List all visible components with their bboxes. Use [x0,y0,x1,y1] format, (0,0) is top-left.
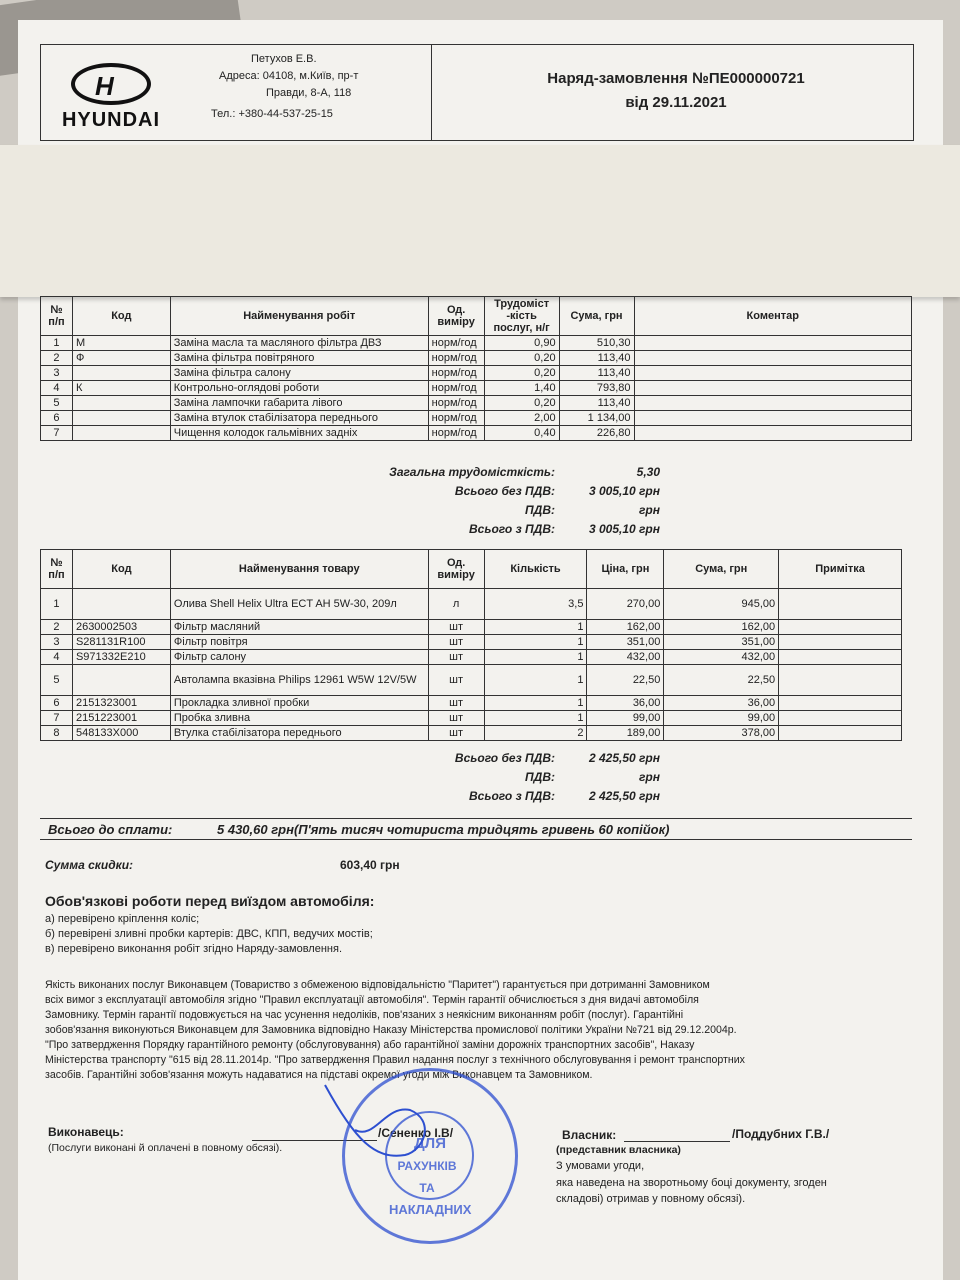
goods-header-row [41,550,902,589]
works-header-row [41,297,912,336]
table-cell [779,711,902,726]
table-cell [634,411,912,426]
goods-column-header: Сума, грн [664,550,779,589]
table-cell: шт [428,711,484,726]
table-cell: 0,90 [484,336,559,351]
works-column-header: Од. виміру [428,297,484,336]
table-cell [779,620,902,635]
table-cell: Ф [72,351,170,366]
table-cell: норм/год [428,411,484,426]
table-row [41,635,902,650]
table-cell: 1 [484,696,587,711]
works-summary [330,463,670,539]
table-cell [634,366,912,381]
table-cell: 99,00 [664,711,779,726]
table-cell: Чищення колодок гальмівних задніх [170,426,428,441]
works-body [41,336,912,441]
table-row [41,411,912,426]
table-cell: 548133X000 [72,726,170,741]
goods-vat-label: ПДВ: [525,770,555,784]
goods-no-vat-label: Всього без ПДВ: [454,751,555,765]
table-cell: 162,00 [587,620,664,635]
hyundai-logo [51,63,171,132]
works-column-header: Коментар [634,297,912,336]
table-cell: 0,40 [484,426,559,441]
table-cell: S971332E210 [72,650,170,665]
table-cell [634,381,912,396]
works-column-header: Код [72,297,170,336]
goods-column-header: Код [72,550,170,589]
table-cell: Фільтр салону [170,650,428,665]
table-cell: 0,20 [484,366,559,381]
table-cell: 226,80 [559,426,634,441]
table-row [41,381,912,396]
warranty-line: Міністерства транспорту "615 від 28.11.2014р. "Про затвердження Правил надання послуг з технічного обслуговування і ремонт транспортних [45,1054,745,1066]
table-cell: норм/год [428,336,484,351]
header-divider [431,45,432,140]
table-cell [634,351,912,366]
hyundai-emblem-icon: H [71,63,151,105]
table-cell: 1 [484,665,587,696]
table-cell: 113,40 [559,396,634,411]
table-row [41,426,912,441]
works-table [40,296,912,441]
table-cell: 2 [484,726,587,741]
document-date: від 29.11.2021 [625,94,727,111]
works-column-header: Найменування робіт [170,297,428,336]
table-cell: 36,00 [587,696,664,711]
table-row [41,396,912,411]
executor-name: /Сененко І.В/ [378,1126,454,1140]
table-cell: 945,00 [664,589,779,620]
table-cell: шт [428,726,484,741]
goods-column-header: Од. виміру [428,550,484,589]
check-item: в) перевірено виконання робіт згідно Наряду-замовлення. [45,943,343,955]
table-cell: 1 134,00 [559,411,634,426]
table-cell [779,665,902,696]
table-cell: шт [428,650,484,665]
table-cell: Заміна втулок стабілізатора переднього [170,411,428,426]
table-row [41,726,902,741]
warranty-line: Замовнику. Термін гарантії подовжується на час усунення недоліків, пов'язаних з неякісним виконанням робіт (послуг). Гарантійні [45,1009,684,1021]
table-cell: шт [428,635,484,650]
table-row [41,336,912,351]
table-cell: 3 [41,366,73,381]
table-cell [779,635,902,650]
owner-label: Власник: [562,1128,617,1142]
table-cell: Фільтр повітря [170,635,428,650]
stamp-text-line: НАКЛАДНИХ [389,1202,472,1217]
table-cell: 2151223001 [72,711,170,726]
table-row [41,366,912,381]
paper-fold-overlay [0,145,960,297]
table-cell [634,336,912,351]
table-cell: 7 [41,711,73,726]
table-cell: 189,00 [587,726,664,741]
table-cell: норм/год [428,351,484,366]
discount-label: Сумма скидки: [45,858,134,872]
org-address-1: Адреса: 04108, м.Київ, пр-т [219,70,359,82]
goods-body [41,589,902,741]
table-cell: норм/год [428,396,484,411]
table-cell: 2151323001 [72,696,170,711]
org-address-2: Правди, 8-А, 118 [266,87,352,99]
goods-table [40,549,902,741]
table-cell: Контрольно-оглядові роботи [170,381,428,396]
table-cell: 351,00 [664,635,779,650]
table-row [41,711,902,726]
table-cell [72,366,170,381]
table-cell: 1 [484,635,587,650]
total-labour-value: 5,30 [636,465,660,479]
table-cell: 22,50 [587,665,664,696]
table-cell: 7 [41,426,73,441]
warranty-line: "Про затвердження Порядку гарантійного ремонту (обслуговування) або гарантійної заміни дорожніх транспортних засобів", Наказу [45,1039,695,1051]
goods-column-header: Кількість [484,550,587,589]
works-no-vat-label: Всього без ПДВ: [454,484,555,498]
table-cell: 2 [41,620,73,635]
table-cell [72,426,170,441]
table-cell [72,589,170,620]
owner-note-1: З умовами угоди, [556,1160,645,1172]
table-cell: Пробка зливна [170,711,428,726]
table-cell: К [72,381,170,396]
table-cell: 0,20 [484,351,559,366]
goods-column-header: № п/п [41,550,73,589]
table-cell: Прокладка зливної пробки [170,696,428,711]
table-cell: М [72,336,170,351]
table-cell: 510,30 [559,336,634,351]
table-cell: S281131R100 [72,635,170,650]
table-cell: шт [428,620,484,635]
checks-title: Обов'язкові роботи перед виїздом автомобіля: [45,893,375,909]
discount-row [45,858,400,872]
warranty-line: засобів. Гарантійні зобов'язання можуть надаватися на підставі окремої угоди між Виконавцем та Замовником. [45,1069,593,1081]
works-no-vat-value: 3 005,10 грн [588,484,660,498]
goods-column-header: Ціна, грн [587,550,664,589]
table-cell [634,396,912,411]
table-cell [779,726,902,741]
table-cell: 432,00 [587,650,664,665]
warranty-line: Якість виконаних послуг Виконавцем (Товариство з обмеженою відповідальністю "Паритет") гарантується при дотриманні Замовником [45,979,710,991]
table-cell: 6 [41,411,73,426]
table-cell: Заміна фільтра повітряного [170,351,428,366]
table-cell: 4 [41,650,73,665]
table-cell: 793,80 [559,381,634,396]
executor-note: (Послуги виконані й оплачені в повному обсязі). [48,1142,283,1154]
table-cell: 162,00 [664,620,779,635]
table-cell: Заміна фільтра салону [170,366,428,381]
table-cell: 378,00 [664,726,779,741]
table-cell: 4 [41,381,73,396]
works-with-vat-label: Всього з ПДВ: [469,522,555,536]
goods-vat-value: грн [639,770,660,784]
table-cell: 5 [41,396,73,411]
table-cell: норм/год [428,366,484,381]
table-cell: Заміна масла та масляного фільтра ДВЗ [170,336,428,351]
table-cell: л [428,589,484,620]
table-cell: шт [428,665,484,696]
works-column-header: Сума, грн [559,297,634,336]
table-row [41,650,902,665]
owner-name: /Поддубних Г.В./ [732,1127,830,1141]
table-cell [72,411,170,426]
signature-stroke [325,1085,425,1156]
works-vat-value: грн [639,503,660,517]
table-cell: 1 [484,620,587,635]
table-cell: 2630002503 [72,620,170,635]
table-row [41,589,902,620]
owner-signature-line [624,1141,730,1142]
organization-info [191,51,411,123]
table-cell: 3,5 [484,589,587,620]
works-with-vat-value: 3 005,10 грн [588,522,660,536]
works-column-header: № п/п [41,297,73,336]
table-cell: 113,40 [559,366,634,381]
table-cell [72,396,170,411]
discount-value: 603,40 грн [340,858,400,872]
table-cell: 5 [41,665,73,696]
stamp-text-line: ДЛЯ [414,1135,446,1152]
total-to-pay-label: Всього до сплати: [48,822,173,837]
table-row [41,620,902,635]
org-phone: Тел.: +380-44-537-25-15 [211,108,333,120]
table-cell: 2,00 [484,411,559,426]
table-cell: 36,00 [664,696,779,711]
goods-with-vat-value: 2 425,50 грн [588,789,660,803]
table-cell: 8 [41,726,73,741]
table-cell: 351,00 [587,635,664,650]
table-cell [779,589,902,620]
table-cell: 270,00 [587,589,664,620]
total-to-pay [40,818,912,840]
document-header [40,44,914,141]
table-row [41,351,912,366]
warranty-line: зобов'язання виконуються Виконавцем для Замовника відповідно Наказу Міністерства промислової політики України №721 від 29.12.2004р. [45,1024,737,1036]
table-cell [779,696,902,711]
table-cell: Олива Shell Helix Ultra ECT AH 5W-30, 209л [170,589,428,620]
goods-with-vat-label: Всього з ПДВ: [469,789,555,803]
table-cell: Фільтр масляний [170,620,428,635]
table-cell [779,650,902,665]
table-row [41,696,902,711]
table-cell: 1,40 [484,381,559,396]
table-cell: 1 [484,711,587,726]
table-cell: 22,50 [664,665,779,696]
table-cell: 99,00 [587,711,664,726]
table-cell [72,665,170,696]
owner-note-3: складові) отримав у повному обсязі). [556,1193,746,1205]
stamp-text-line: РАХУНКІВ ТА [397,1159,457,1195]
signature-scribble [315,1060,445,1170]
table-cell: 432,00 [664,650,779,665]
executor-label: Виконавець: [48,1125,124,1139]
org-name: Петухов Е.В. [251,53,317,65]
works-column-header: Трудоміст -кість послуг, н/г [484,297,559,336]
table-cell: 1 [41,589,73,620]
table-cell: 113,40 [559,351,634,366]
check-item: б) перевірені зливні пробки картерів: ДВС, КПП, ведучих мостів; [45,928,373,940]
table-cell: 3 [41,635,73,650]
goods-summary [330,749,670,806]
document-title-block [441,67,911,115]
table-cell: 2 [41,351,73,366]
table-cell: норм/год [428,426,484,441]
table-cell: 6 [41,696,73,711]
owner-representative: (представник власника) [556,1144,681,1156]
table-cell: Автолампа вказівна Philips 12961 W5W 12V/5W [170,665,428,696]
document-title: Наряд-замовлення №ПЕ000000721 [547,70,805,87]
table-cell [634,426,912,441]
goods-column-header: Найменування товару [170,550,428,589]
table-cell: 0,20 [484,396,559,411]
table-row [41,665,902,696]
brand-name: HYUNDAI [61,109,161,131]
table-cell: шт [428,696,484,711]
table-cell: Заміна лампочки габарита лівого [170,396,428,411]
total-labour-label: Загальна трудомісткість: [389,465,555,479]
goods-column-header: Примітка [779,550,902,589]
total-to-pay-value: 5 430,60 грн(П'ять тисяч чотириста тридцять гривень 60 копійок) [217,822,670,837]
table-cell: 1 [484,650,587,665]
table-cell: норм/год [428,381,484,396]
goods-no-vat-value: 2 425,50 грн [588,751,660,765]
warranty-line: всіх вимог з експлуатації автомобіля згідно "Правил експлуатації автомобіля". Термін гарантії обчислюється з дня видачі автомобіля [45,994,699,1006]
checks-list [45,912,373,957]
works-vat-label: ПДВ: [525,503,555,517]
table-cell: Втулка стабілізатора переднього [170,726,428,741]
owner-note-2: яка наведена на зворотньому боці документу, згоден [556,1177,827,1189]
table-cell: 1 [41,336,73,351]
check-item: а) перевірено кріплення коліс; [45,913,200,925]
